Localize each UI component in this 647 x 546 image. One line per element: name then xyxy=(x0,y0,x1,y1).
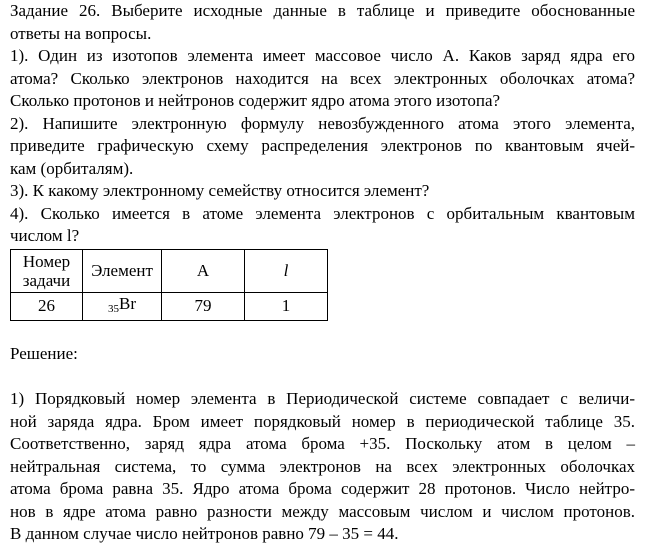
element-atomic-number: 35 xyxy=(108,302,119,315)
solution-line: нов в ядре атома равно разности между массовым числом и числом протонов. xyxy=(10,501,635,521)
solution-line: ной заряда ядра. Бром имеет порядковый номер в периодической таблице 35. xyxy=(10,411,635,431)
solution-line: Соответственно, заряд ядра атома брома +35. Поскольку атом в целом – xyxy=(10,434,635,453)
solution-line: атома брома равна 35. Ядро атома брома содержит 28 протонов. Число нейтро- xyxy=(10,479,635,498)
task-line: 1). Один из изотопов элемента имеет массовое число А. Каков заряд ядра его xyxy=(10,46,635,65)
task-text xyxy=(10,0,635,248)
source-data-table xyxy=(10,249,328,321)
cell-task-number: 26 xyxy=(11,292,83,320)
header-element: Элемент xyxy=(83,249,162,292)
task-line: числом l? xyxy=(10,226,80,245)
header-task-number: Номер задачи xyxy=(11,249,83,292)
solution-text xyxy=(10,388,635,546)
element-symbol: Br xyxy=(119,293,136,313)
solution-line: В данном случае число нейтронов равно 79 – 35 = 44. xyxy=(10,524,399,543)
header-orbital-number: l xyxy=(245,249,328,292)
cell-orbital-number: 1 xyxy=(245,292,328,320)
task-line: Сколько протонов и нейтронов содержит ядро атома этого изотопа? xyxy=(10,91,501,110)
table-header-row xyxy=(11,249,328,292)
task-line: 2). Напишите электронную формулу невозбужденного атома этого элемента, xyxy=(10,113,635,133)
solution-heading: Решение: xyxy=(10,344,78,363)
task-line: Задание 26. Выберите исходные данные в таблице и приведите обоснованные xyxy=(10,1,635,20)
task-line: 4). Сколько имеется в атоме элемента электронов с орбитальным квантовым xyxy=(10,203,635,223)
task-line: ответы на вопросы. xyxy=(10,23,152,43)
header-mass-number: А xyxy=(162,249,245,292)
task-line: кам (орбиталям). xyxy=(10,158,134,178)
task-line: приведите графическую схему распределения электронов по квантовым ячей- xyxy=(10,136,635,155)
cell-element xyxy=(83,292,162,320)
solution-line: нейтральная система, то сумма электронов на всех электронных оболочках xyxy=(10,456,635,476)
document-page xyxy=(10,0,635,546)
task-line: 3). К какому электронному семейству относится элемент? xyxy=(10,181,430,200)
cell-mass-number: 79 xyxy=(162,292,245,320)
task-line: атома? Сколько электронов находится на всех электронных оболочках атома? xyxy=(10,68,635,88)
solution-line: 1) Порядковый номер элемента в Периодической системе совпадает с величи- xyxy=(10,389,635,408)
table-row xyxy=(11,292,328,320)
